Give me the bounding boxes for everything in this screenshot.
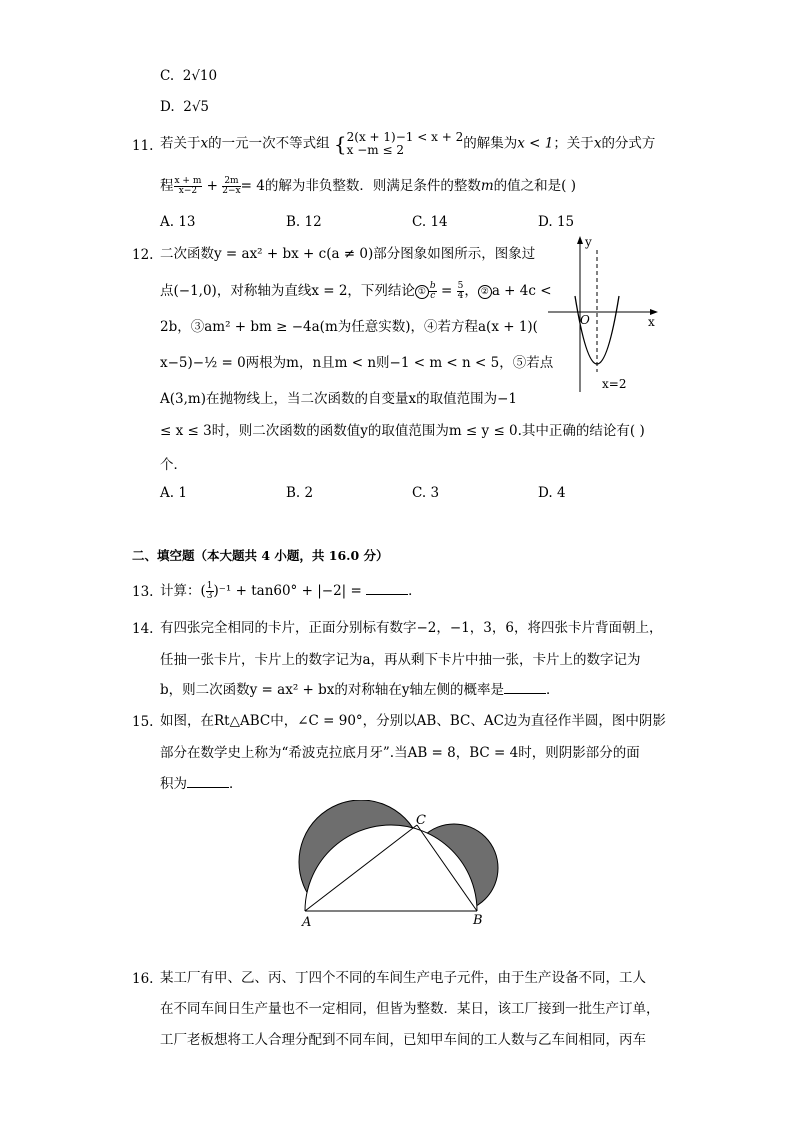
text: ；关于: [553, 135, 594, 152]
inequality-system: [347, 131, 464, 157]
option-value: 4: [556, 485, 566, 501]
numerator: 5: [457, 281, 464, 291]
numerator: 1: [206, 581, 213, 591]
question-number: 15.: [132, 714, 154, 730]
option-b: [286, 484, 313, 502]
q14-line3: [160, 681, 560, 699]
option-d: [538, 484, 566, 502]
q14-line2: 任抽一张卡片，卡片上的数字记为a，再从剩下卡片中抽一张，卡片上的数字记为: [160, 652, 641, 668]
q16-line1: 某工厂有甲、乙、丙、丁四个不同的车间生产电子元件，由于生产设备不同，工人: [160, 970, 646, 986]
q11-line2: 程 $\frac{x + m}{x-2}$ + $\frac{2m}{2-x}$ = 4的解为非负整数．则满足条件的整数m的值之和是( ): [160, 176, 576, 196]
option-value: 15: [556, 214, 575, 230]
denominator: c: [430, 291, 436, 301]
text: ．: [229, 776, 243, 792]
y-axis-label: y: [585, 235, 592, 249]
option-c: [412, 213, 448, 231]
q15-line3: [160, 775, 243, 793]
option-value: 12: [304, 214, 322, 230]
point-a-label: A: [302, 915, 312, 930]
fraction: [222, 177, 240, 196]
text: ．: [546, 682, 560, 698]
fraction: [457, 282, 465, 301]
numerator: 2m: [222, 177, 240, 187]
numerator: b: [429, 281, 436, 291]
text: =: [436, 283, 457, 299]
circled-number: ①: [415, 285, 429, 299]
q15-line1: 如图，在Rt△ABC中，∠C = 90°，分别以AB、BC、AC边为直径作半圆，图中阴影: [160, 713, 666, 729]
denominator: 2−x: [222, 186, 241, 196]
fraction: [429, 282, 437, 301]
text: 的解集为: [463, 135, 518, 152]
q12-line2: 点(−1,0)，对称轴为直线x = 2，下列结论 ① $\frac{b}{c}$ = $\frac{5}{4}$ ， ② a + 4c <: [160, 281, 552, 301]
option-label: C.: [412, 485, 427, 501]
text: 若关于: [160, 135, 201, 152]
q12-line1: 二次函数y = ax² + bx + c(a ≠ 0)部分图象如图所示，图象过: [160, 246, 536, 262]
q13-line: [160, 582, 422, 601]
q12-line6: ≤ x ≤ 3时，则二次函数的函数值y的取值范围为m ≤ y ≤ 0.其中正确的结论有( ): [160, 423, 645, 439]
text: ．: [408, 583, 422, 599]
option-value: 2: [304, 485, 314, 501]
question-number: 14.: [132, 621, 154, 637]
question-number: 13.: [132, 584, 154, 600]
option-value: 1: [178, 485, 187, 501]
question-number: 11.: [132, 138, 154, 154]
text: = 4的解为非负整数．则满足条件的整数: [240, 178, 481, 194]
q16-line2: 在不同车间日生产量也不一定相同，但皆为整数．某日，该工厂接到一批生产订单，: [160, 1001, 660, 1017]
option-b: [286, 213, 322, 231]
answer-blank[interactable]: [366, 582, 408, 595]
answer-blank[interactable]: [187, 775, 229, 788]
option-a: [160, 213, 196, 231]
symmetry-axis-label: x=2: [602, 377, 627, 391]
point-c-label: C: [416, 813, 426, 828]
text: 点(−1,0)，对称轴为直线x = 2，下列结论: [160, 283, 415, 299]
q15-line2: 部分在数学史上称为“希波克拉底月牙”.当AB = 8，BC = 4时，则阴影部分的面: [160, 745, 640, 761]
text: 的值之和是( ): [493, 178, 576, 194]
option-label: B.: [286, 485, 301, 501]
q16-line3: 工厂老板想将工人合理分配到不同车间，已知甲车间的工人数与乙车间相同，丙车: [160, 1032, 646, 1048]
option-label: D.: [538, 214, 553, 230]
option-c: [412, 484, 439, 502]
denominator: x−2: [178, 186, 198, 196]
q11-line1: 若关于x的一元一次不等式组 { 2(x + 1)−1 < x + 2 x −m ≤ 2 的解集为x < 1；关于x的分式方: [160, 130, 656, 157]
option-a: [160, 484, 187, 502]
text: 积为: [160, 776, 187, 792]
question-number: 16.: [132, 971, 154, 987]
answer-blank[interactable]: [504, 681, 546, 694]
q12-line5: A(3,m)在抛物线上，当二次函数的自变量x的取值范围为−1: [160, 391, 517, 407]
q12-line4: x−5)−½ = 0两根为m，n且m < n则−1 < m < n < 5，⑤若点: [160, 355, 554, 371]
question-number: 12.: [132, 247, 154, 263]
option-label: B.: [286, 214, 301, 230]
q12-line3: 2b，③am² + bm ≥ −4a(m为任意实数)，④若方程a(x + 1)(: [160, 319, 538, 335]
option-d: [538, 213, 574, 231]
text: 的分式方: [601, 135, 656, 152]
y-axis-arrow: [577, 236, 583, 244]
text: )⁻¹ + tan60° + |−2| =: [213, 583, 367, 599]
x-axis-label: x: [648, 315, 655, 329]
system-line: x −m ≤ 2: [346, 143, 404, 157]
text: a + 4c <: [491, 283, 552, 299]
condition: x < 1: [517, 135, 554, 152]
text: 计算：(: [160, 583, 206, 599]
option-value: 2√5: [183, 99, 210, 115]
q14-line1: 有四张完全相同的卡片，正面分别标有数字−2，−1，3，6，将四张卡片背面朝上，: [160, 620, 663, 636]
option-value: 13: [178, 214, 196, 230]
fraction: [174, 177, 203, 196]
text: 的一元一次不等式组: [208, 135, 330, 152]
point-b-label: B: [473, 913, 483, 928]
text: b，则二次函数y = ax² + bx的对称轴在y轴左侧的概率是: [160, 682, 505, 698]
option-value: 14: [430, 214, 448, 230]
option-label: A.: [160, 214, 175, 230]
brace: {: [333, 132, 347, 156]
option-label: A.: [160, 485, 175, 501]
q15-lune-figure: [294, 800, 504, 930]
section-heading: 二、填空题（本大题共 4 小题，共 16.0 分）: [132, 548, 389, 563]
option-value: 3: [430, 485, 440, 501]
option-label: C.: [412, 214, 427, 230]
q10-option-d: [160, 98, 209, 116]
circled-number: ②: [478, 285, 492, 299]
system-line: 2(x + 1)−1 < x + 2: [346, 130, 464, 144]
numerator: x + m: [174, 176, 202, 186]
option-label: C.: [160, 68, 175, 84]
q12-line7: 个．: [160, 457, 187, 473]
option-label: D.: [538, 485, 553, 501]
option-value: 2√10: [182, 68, 218, 84]
q10-option-c: [160, 67, 217, 85]
option-label: D.: [160, 99, 175, 115]
denominator: 4: [457, 291, 464, 301]
q12-parabola-graph: [540, 232, 664, 396]
text: 程: [160, 178, 174, 194]
origin-label: O: [580, 313, 590, 327]
fraction: [206, 582, 214, 601]
denominator: 3: [206, 591, 213, 601]
